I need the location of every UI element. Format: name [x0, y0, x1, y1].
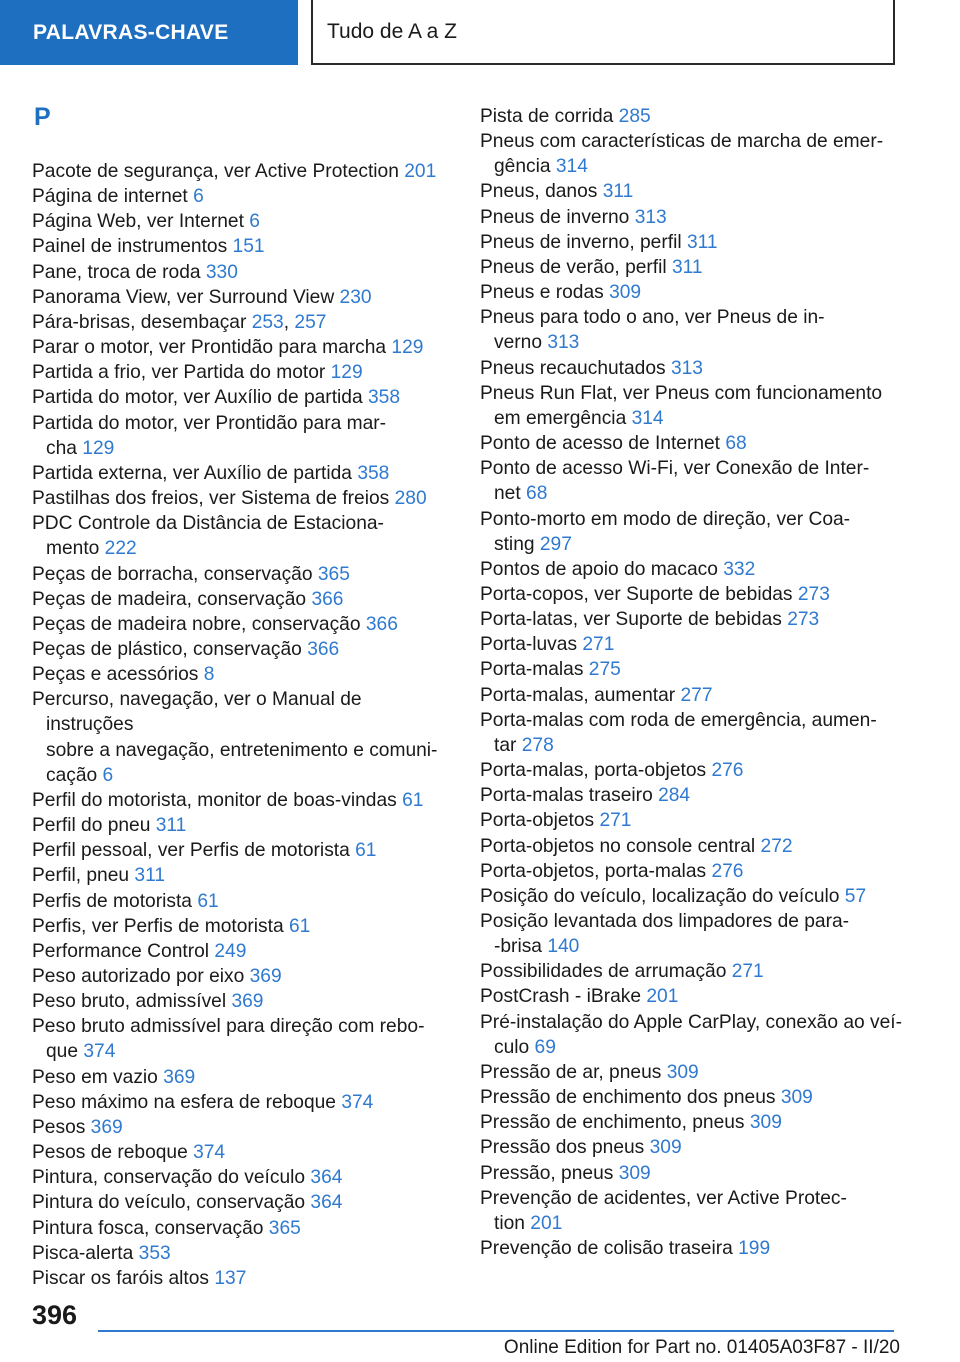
page-reference-link[interactable]: 201	[404, 161, 437, 182]
index-entry-text: PDC Controle da Distância de Estaciona-	[32, 513, 384, 535]
footer-divider	[98, 1330, 894, 1332]
index-column-right	[480, 104, 910, 1261]
page-reference-link[interactable]: 358	[357, 462, 390, 484]
index-entry-text: cha	[46, 437, 77, 459]
index-entry	[480, 305, 910, 355]
section-title-box	[311, 0, 895, 65]
index-entry	[480, 984, 910, 1009]
index-entry-text: Prevenção de colisão traseira	[480, 1238, 733, 1260]
page-reference-link[interactable]: 364	[310, 1192, 343, 1214]
index-entry-text: Pré-instalação do Apple CarPlay, conexão ao veí-	[480, 1011, 903, 1033]
page-reference-link[interactable]: 297	[539, 533, 572, 555]
page-reference-link[interactable]: 271	[582, 634, 615, 656]
index-entry-text: Piscar os faróis altos	[32, 1267, 210, 1289]
page-reference-link[interactable]: 61	[402, 789, 424, 811]
index-entry	[32, 1140, 452, 1165]
index-entry	[480, 431, 910, 456]
index-entry-text: Partida a frio, ver Partida do motor	[32, 362, 326, 384]
index-entry	[480, 708, 910, 758]
index-entry-text: Peso em vazio	[32, 1066, 158, 1088]
index-entry	[32, 1216, 452, 1241]
index-entry-text: Pneus para todo o ano, ver Pneus de in-	[480, 307, 825, 329]
index-entry-text: Ponto de acesso Wi-Fi, ver Conexão de Inter-	[480, 458, 870, 480]
index-entry	[32, 889, 452, 914]
page-reference-link[interactable]: 6	[102, 764, 114, 786]
page-reference-link[interactable]: 199	[738, 1238, 771, 1260]
footer-edition-text: Online Edition for Part no. 01405A03F87 - II/20	[503, 1337, 900, 1358]
index-entry	[480, 657, 910, 682]
index-entry	[32, 687, 452, 788]
index-entry	[480, 959, 910, 984]
index-entry-text: Pastilhas dos freios, ver Sistema de freios	[32, 488, 390, 510]
page-reference-link[interactable]: 6	[193, 186, 204, 208]
index-entry	[480, 834, 910, 859]
page-reference-link[interactable]: 330	[205, 261, 238, 283]
page-reference-link[interactable]: 57	[844, 885, 867, 907]
index-entry	[32, 587, 452, 612]
index-entry	[32, 788, 452, 813]
index-entry	[480, 607, 910, 632]
index-entry-text: Pressão de ar, pneus	[480, 1061, 662, 1083]
page-reference-link[interactable]: 8	[203, 664, 215, 686]
page-reference-link[interactable]: 311	[155, 815, 187, 837]
index-entry	[480, 683, 910, 708]
index-entry-text: Peças e acessórios	[32, 664, 199, 686]
page-reference-link[interactable]: 6	[249, 211, 260, 233]
index-entry-text: sobre a navegação, entretenimento e comuni-	[46, 739, 438, 761]
index-entry	[32, 335, 452, 360]
page-reference-link[interactable]: 374	[341, 1091, 374, 1113]
index-entry	[480, 557, 910, 582]
index-entry-text: Pesos	[32, 1116, 86, 1138]
index-entry-text: Posição levantada dos limpadores de para-	[480, 911, 850, 932]
index-entry-text: Prevenção de acidentes, ver Active Protec-	[480, 1187, 847, 1209]
page-reference-link[interactable]: 253	[251, 311, 284, 333]
index-entry	[480, 179, 910, 204]
page-reference-link[interactable]: 353	[138, 1242, 171, 1264]
index-entry	[480, 255, 910, 280]
index-entry	[32, 511, 452, 561]
index-entry	[32, 234, 452, 259]
index-entry-text: Partida externa, ver Auxílio de partida	[32, 462, 352, 484]
index-entry-text: Porta-objetos, porta-malas	[480, 860, 707, 882]
section-tab-label: PALAVRAS-CHAVE	[33, 20, 229, 44]
index-entry-text: Pressão de enchimento dos pneus	[480, 1087, 776, 1109]
index-entry	[32, 159, 452, 184]
index-entry-text: Peças de madeira, conservação	[32, 588, 307, 610]
page-reference-link[interactable]: 201	[530, 1212, 563, 1234]
index-entry	[32, 1241, 452, 1266]
index-entry	[480, 280, 910, 305]
index-entry-text: que	[46, 1041, 79, 1063]
index-entry	[480, 1236, 910, 1261]
index-entry	[32, 486, 452, 511]
page-reference-link[interactable]: 222	[104, 538, 137, 560]
section-title: Tudo de A a Z	[327, 19, 457, 43]
index-entry	[480, 1110, 910, 1135]
index-entry-text: Perfil do pneu	[32, 815, 151, 837]
index-entry-text: Ponto-morto em modo de direção, ver Coa-	[480, 508, 851, 530]
page-reference-link[interactable]: 311	[686, 231, 718, 253]
index-entry	[32, 914, 452, 939]
index-entry	[480, 1085, 910, 1110]
index-entry	[480, 1186, 910, 1236]
page-reference-link[interactable]: 374	[193, 1142, 226, 1164]
index-entry-text: Pneus com características de marcha de emer-	[480, 131, 884, 153]
page-reference-link[interactable]: 309	[618, 1162, 651, 1184]
index-entry	[480, 507, 910, 557]
page-reference-link[interactable]: 366	[365, 613, 398, 635]
page-reference-link[interactable]: 272	[760, 835, 793, 857]
page-reference-link[interactable]: 230	[339, 286, 372, 308]
index-entry-text: gência	[494, 156, 551, 178]
index-entry-text: Pneus de inverno	[480, 206, 630, 228]
page-reference-link[interactable]: 358	[367, 387, 400, 409]
index-entry	[32, 637, 452, 662]
index-entry	[480, 884, 910, 909]
page-reference-link[interactable]: 309	[749, 1112, 782, 1134]
index-entry-text: Porta-malas, aumentar	[480, 684, 676, 706]
index-entry-text: Pista de corrida	[480, 106, 614, 127]
index-letter-heading: P	[34, 103, 51, 131]
index-entry	[32, 1065, 452, 1090]
index-entry-text: Pressão de enchimento, pneus	[480, 1112, 745, 1134]
index-entry	[480, 381, 910, 431]
index-entry	[480, 783, 910, 808]
index-list-left	[32, 159, 452, 1291]
page-reference-link[interactable]: 249	[214, 940, 247, 962]
index-entry-text: cação	[46, 764, 98, 786]
page-reference-link[interactable]: 309	[666, 1061, 699, 1083]
index-entry	[480, 859, 910, 884]
page-reference-link[interactable]: 276	[711, 860, 744, 882]
index-entry-text: Posição do veículo, localização do veículo	[480, 885, 840, 907]
page-reference-link[interactable]: 129	[82, 437, 115, 459]
index-entry	[480, 230, 910, 255]
index-entry-text: Perfis de motorista	[32, 890, 192, 912]
page-reference-link[interactable]: 369	[90, 1116, 123, 1138]
page-reference-link[interactable]: 313	[634, 206, 667, 228]
index-entry-text: em emergência	[494, 407, 627, 429]
page-reference-link[interactable]: 275	[588, 659, 621, 681]
page-reference-link[interactable]: 273	[787, 609, 820, 631]
index-entry	[32, 863, 452, 888]
index-entry	[32, 260, 452, 285]
index-entry-text: Página Web, ver Internet	[32, 211, 244, 233]
page-reference-link[interactable]: 366	[307, 638, 340, 660]
page-reference-link[interactable]: 369	[249, 966, 282, 987]
page-reference-link[interactable]: 129	[391, 337, 424, 359]
index-entry-text: net	[494, 483, 521, 505]
page-reference-link[interactable]: 369	[231, 991, 264, 1013]
index-entry-text: Peças de borracha, conservação	[32, 563, 313, 585]
index-entry-text: verno	[494, 332, 542, 354]
index-entry	[32, 1165, 452, 1190]
index-entry	[32, 1090, 452, 1115]
index-entry-text: Pneus, danos	[480, 181, 598, 203]
index-entry-text: Ponto de acesso de Internet	[480, 433, 721, 455]
index-entry-text: Porta-objetos no console central	[480, 835, 756, 857]
index-entry	[32, 285, 452, 310]
page-reference-link[interactable]: 278	[521, 734, 554, 756]
index-entry	[32, 461, 452, 486]
index-entry-text: Performance Control	[32, 940, 210, 962]
index-entry	[32, 562, 452, 587]
index-entry	[32, 1190, 452, 1215]
index-entry-text: Peso autorizado por eixo	[32, 966, 245, 987]
page-reference-link[interactable]: 285	[618, 106, 651, 127]
index-entry	[32, 360, 452, 385]
index-entry	[480, 632, 910, 657]
index-entry	[32, 813, 452, 838]
index-entry	[480, 909, 910, 959]
index-entry	[32, 939, 452, 964]
page-reference-link[interactable]: 311	[134, 865, 165, 887]
index-entry-text: Perfil pessoal, ver Perfis de motorista	[32, 840, 350, 862]
section-tab[interactable]	[0, 0, 298, 65]
index-entry	[480, 1135, 910, 1160]
index-entry	[32, 1014, 452, 1064]
page-reference-link[interactable]: 68	[725, 433, 747, 455]
index-entry-text: Pontos de apoio do macaco	[480, 558, 718, 580]
index-entry-text: Pressão, pneus	[480, 1162, 614, 1184]
page-reference-link[interactable]: 284	[658, 785, 691, 807]
page-reference-link[interactable]: 68	[526, 483, 548, 505]
index-entry-text: Peso máximo na esfera de reboque	[32, 1091, 336, 1113]
page-reference-link[interactable]: 365	[317, 563, 350, 585]
page-reference-link[interactable]: 140	[547, 936, 580, 958]
index-entry-text: mento	[46, 538, 100, 560]
index-entry	[480, 808, 910, 833]
page-reference-link[interactable]: 311	[672, 256, 703, 278]
page-number: 396	[32, 1300, 78, 1330]
page-reference-link[interactable]: 257	[294, 311, 327, 333]
index-entry	[480, 758, 910, 783]
index-entry	[32, 1266, 452, 1291]
index-entry-text: Página de internet	[32, 186, 188, 208]
index-entry-text: Pneus recauchutados	[480, 357, 666, 379]
index-entry	[32, 612, 452, 637]
index-entry	[32, 964, 452, 989]
page-reference-link[interactable]: 314	[555, 156, 588, 178]
index-entry-text: Panorama View, ver Surround View	[32, 286, 335, 308]
page-reference-link[interactable]: 366	[311, 588, 344, 610]
index-entry	[480, 582, 910, 607]
index-entry-text: Peças de plástico, conservação	[32, 638, 302, 660]
index-entry-text: Perfil, pneu	[32, 865, 130, 887]
index-entry-text: Pneus e rodas	[480, 282, 604, 304]
page-reference-link[interactable]: 309	[780, 1087, 813, 1109]
page-reference-link[interactable]: 280	[394, 488, 427, 510]
index-entry-text: PostCrash - iBrake	[480, 986, 642, 1008]
page-reference-link[interactable]: 151	[232, 236, 265, 258]
index-entry-text: Percurso, navegação, ver o Manual de instruções	[32, 689, 362, 736]
index-entry-text: Pintura fosca, conservação	[32, 1217, 264, 1239]
page-reference-link[interactable]: 309	[649, 1137, 682, 1159]
page-reference-link[interactable]: 277	[680, 684, 713, 706]
index-entry	[32, 310, 452, 335]
page-reference-link[interactable]: 313	[670, 357, 703, 379]
index-entry-text: Partida do motor, ver Prontidão para mar-	[32, 412, 387, 434]
page-reference-link[interactable]: 271	[731, 961, 764, 983]
index-entry	[32, 1115, 452, 1140]
page-reference-link[interactable]: 365	[268, 1217, 301, 1239]
page-reference-link[interactable]: 61	[289, 915, 311, 937]
page-separator: ,	[283, 311, 290, 333]
page-reference-link[interactable]: 313	[547, 332, 580, 354]
index-entry-text: sting	[494, 533, 535, 555]
index-entry-text: Porta-objetos	[480, 810, 595, 832]
index-entry-text: Pneus de verão, perfil	[480, 256, 667, 278]
index-entry-text: Pneus Run Flat, ver Pneus com funcionamento	[480, 382, 883, 404]
index-entry-text: Pisca-alerta	[32, 1242, 134, 1264]
index-entry	[32, 838, 452, 863]
index-column-left	[32, 105, 452, 1291]
index-entry	[32, 184, 452, 209]
index-entry	[480, 129, 910, 179]
index-entry-text: Porta-copos, ver Suporte de bebidas	[480, 583, 793, 605]
index-entry	[32, 385, 452, 410]
index-entry	[32, 989, 452, 1014]
index-entry-text: Pane, troca de roda	[32, 261, 201, 283]
index-entry	[480, 356, 910, 381]
index-entry	[32, 662, 452, 687]
page-reference-link[interactable]: 314	[631, 407, 664, 429]
index-entry	[480, 1010, 910, 1060]
index-entry	[480, 456, 910, 506]
index-entry-text: Perfil do motorista, monitor de boas-vindas	[32, 789, 397, 811]
index-entry-text: Peças de madeira nobre, conservação	[32, 613, 361, 635]
index-entry-text: Pára-brisas, desembaçar	[32, 311, 247, 333]
page-reference-link[interactable]: 61	[197, 890, 219, 912]
index-entry-text: tar	[494, 734, 517, 756]
index-entry-text: Perfis, ver Perfis de motorista	[32, 915, 284, 937]
page-reference-link[interactable]: 332	[723, 558, 756, 580]
index-entry-text: Pesos de reboque	[32, 1142, 188, 1164]
page-reference-link[interactable]: 273	[797, 583, 830, 605]
page-reference-link[interactable]: 374	[83, 1041, 116, 1063]
page-reference-link[interactable]: 137	[214, 1267, 247, 1289]
page-reference-link[interactable]: 129	[330, 362, 363, 384]
page-reference-link[interactable]: 61	[355, 840, 377, 862]
page-reference-link[interactable]: 69	[534, 1036, 556, 1058]
index-entry-text: Pintura, conservação do veículo	[32, 1167, 306, 1189]
index-entry-text: Peso bruto, admissível	[32, 991, 227, 1013]
index-entry	[480, 205, 910, 230]
index-entry-text: Peso bruto admissível para direção com rebo-	[32, 1016, 425, 1038]
index-entry	[32, 411, 452, 461]
index-entry-text: -brisa	[494, 936, 542, 958]
page-reference-link[interactable]: 271	[599, 810, 632, 832]
page-reference-link[interactable]: 201	[646, 986, 679, 1008]
page-reference-link[interactable]: 309	[609, 282, 642, 304]
page-reference-link[interactable]: 276	[711, 760, 744, 782]
index-entry-text: Parar o motor, ver Prontidão para marcha	[32, 337, 387, 359]
index-entry	[480, 1161, 910, 1186]
index-entry-text: Pneus de inverno, perfil	[480, 231, 682, 253]
index-entry-text: tion	[494, 1212, 525, 1234]
index-entry	[480, 1060, 910, 1085]
index-entry	[480, 104, 910, 129]
index-entry-text: Pintura do veículo, conservação	[32, 1192, 306, 1214]
index-list-right	[480, 104, 910, 1261]
index-entry-text: Porta-malas, porta-objetos	[480, 760, 707, 782]
index-entry-text: Porta-latas, ver Suporte de bebidas	[480, 609, 782, 631]
index-entry-text: Partida do motor, ver Auxílio de partida	[32, 387, 363, 409]
index-entry-text: Porta-malas com roda de emergência, aumen-	[480, 709, 877, 731]
index-entry-text: Pressão dos pneus	[480, 1137, 645, 1159]
index-entry-text: Porta-malas traseiro	[480, 785, 653, 807]
index-entry-text: Painel de instrumentos	[32, 236, 228, 258]
index-entry-text: Pacote de segurança, ver Active Protection	[32, 161, 399, 182]
page-reference-link[interactable]: 369	[163, 1066, 196, 1088]
page-reference-link[interactable]: 364	[310, 1167, 343, 1189]
index-entry-text: Possibilidades de arrumação	[480, 961, 727, 983]
index-entry-text: Porta-luvas	[480, 634, 578, 656]
index-entry-text: Porta-malas	[480, 659, 584, 681]
index-entry	[32, 209, 452, 234]
page-reference-link[interactable]: 311	[602, 181, 634, 203]
index-entry-text: culo	[494, 1036, 530, 1058]
